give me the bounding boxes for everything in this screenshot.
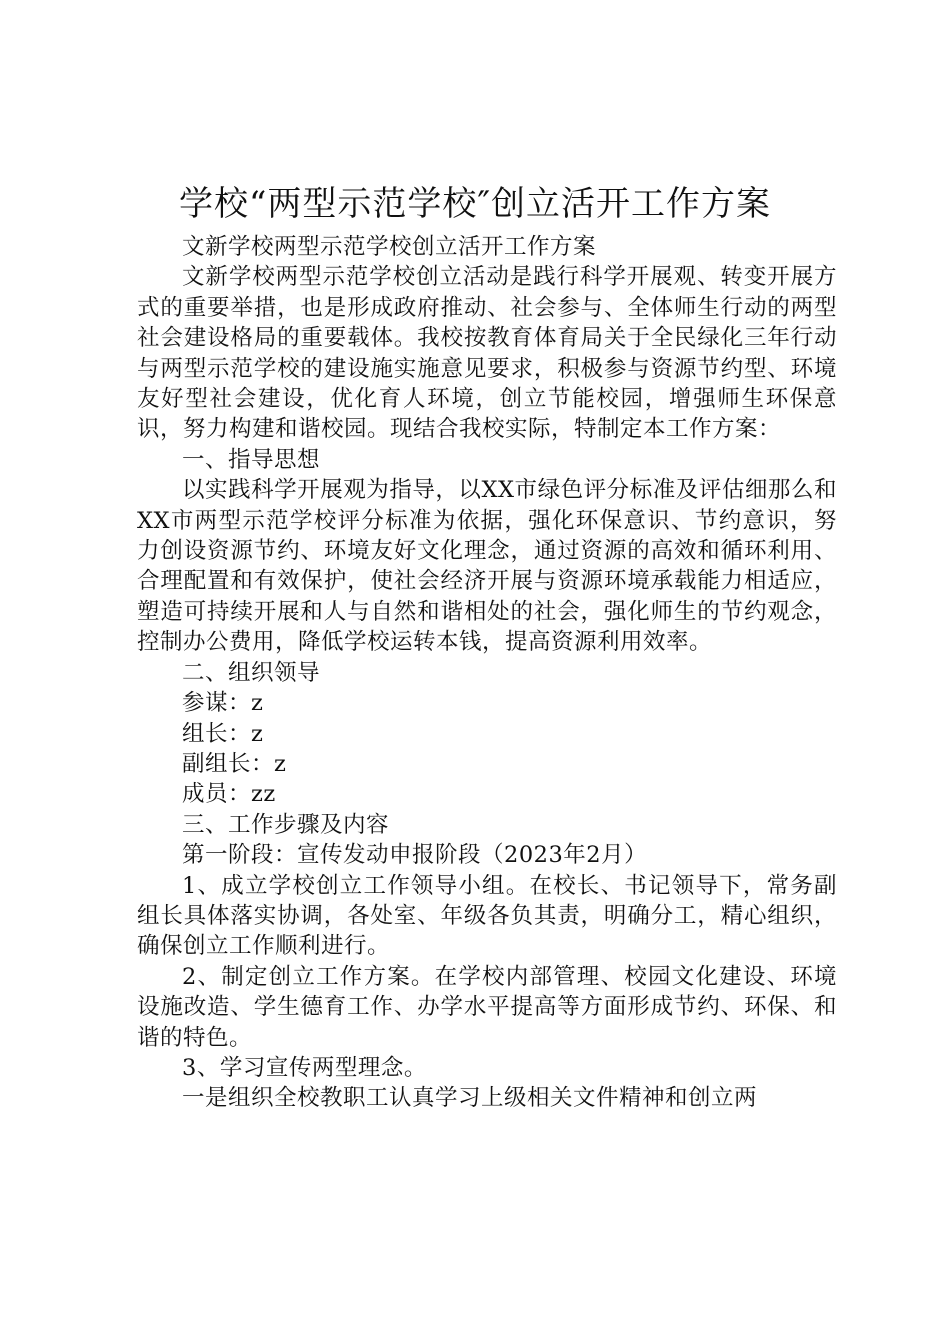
section-heading-guiding-thought: 一、指导思想: [182, 446, 321, 473]
document-title: 学校“两型示范学校″创立活开工作方案: [178, 184, 772, 224]
paragraph-intro: 文新学校两型示范学校创立活动是践行科学开展观、转变开展方式的重要举措，也是形成政府推动、社会参与、全体师生行动的两型社会建设格局的重要载体。我校按教育体育局关于全民绿化三年行动与两型示范学校的建设施实施意见要求，积极参与资源节约型、环境友好型社会建设，优化育人环境，创立节能校园，增强师生环保意识，努力构建和谐校园。现结合我校实际，特制定本工作方案：: [137, 264, 837, 443]
paragraph-step-3: 3、学习宣传两型理念。: [182, 1054, 427, 1081]
paragraph-guiding-thought: 以实践科学开展观为指导，以XX市绿色评分标准及评估细那么和XX市两型示范学校评分标准为依据，强化环保意识、节约意识，努力创设资源节约、环境友好文化理念，通过资源的高效和循环利用、合理配置和有效保护，使社会经济开展与资源环境承载能力相适应，塑造可持续开展和人与自然和谐相处的社会，强化师生的节约观念，控制办公费用，降低学校运转本钱，提高资源利用效率。: [137, 477, 837, 656]
paragraph-subtitle: 文新学校两型示范学校创立活开工作方案: [182, 234, 597, 260]
org-advisor: 参谋：z: [182, 690, 264, 717]
section-heading-organization: 二、组织领导: [182, 659, 321, 686]
paragraph-step-1: 1、成立学校创立工作领导小组。在校长、书记领导下，常务副组长具体落实协调，各处室、年级各负其责，明确分工，精心组织，确保创立工作顺利进行。: [137, 872, 837, 960]
org-deputy-leader: 副组长：z: [182, 750, 287, 777]
document-body: [137, 232, 837, 1114]
org-members: 成员：zz: [182, 781, 276, 808]
org-leader: 组长：z: [182, 720, 264, 747]
section-heading-steps: 三、工作步骤及内容: [182, 811, 390, 838]
paragraph-step-3-item-1: 一是组织全校教职工认真学习上级相关文件精神和创立两: [182, 1085, 758, 1112]
paragraph-step-2: 2、制定创立工作方案。在学校内部管理、校园文化建设、环境设施改造、学生德育工作、办学水平提高等方面形成节约、环保、和谐的特色。: [137, 963, 837, 1051]
phase-one-heading: 第一阶段：宣传发动申报阶段（2023年2月）: [182, 842, 648, 869]
